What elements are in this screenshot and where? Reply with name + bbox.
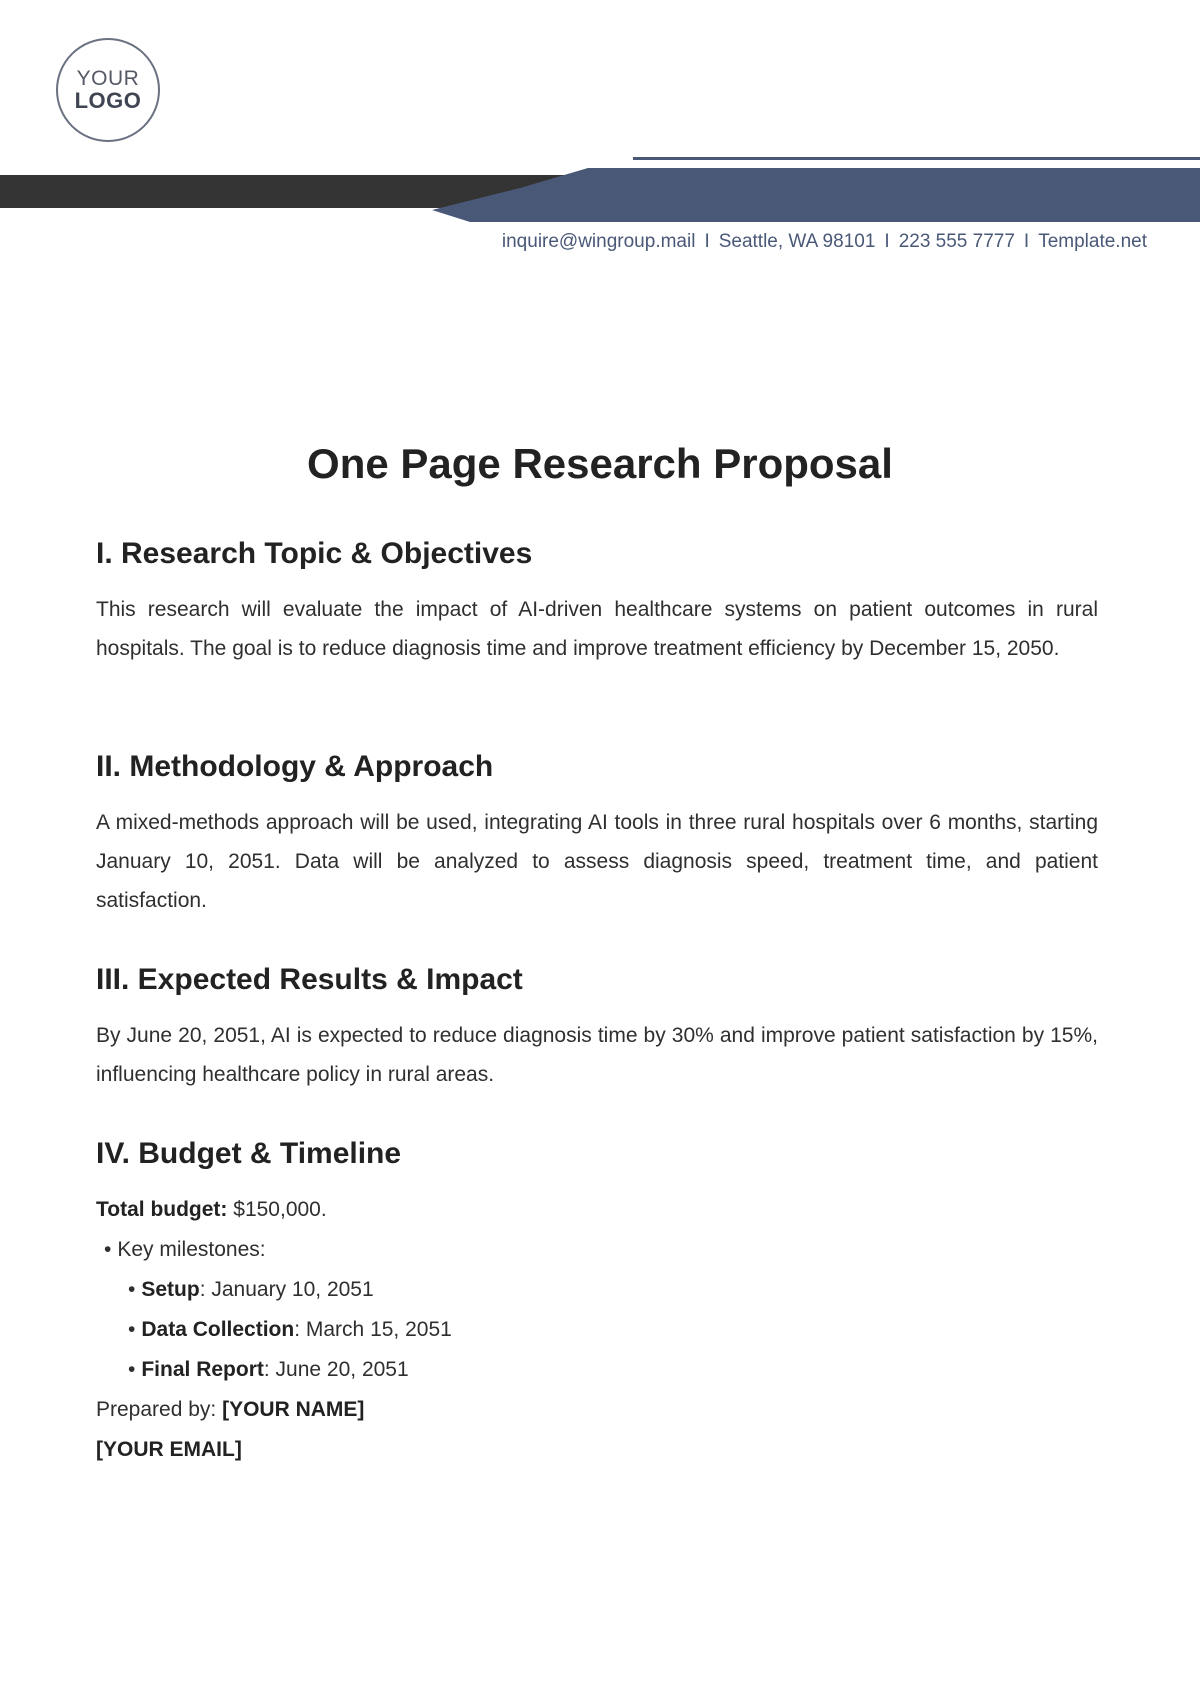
prepared-label: Prepared by: bbox=[96, 1398, 217, 1421]
contact-separator: I bbox=[704, 231, 710, 252]
section-research-topic bbox=[96, 532, 1098, 668]
milestones-label: Key milestones: bbox=[117, 1238, 266, 1261]
milestone-date: : January 10, 2051 bbox=[199, 1278, 374, 1301]
section-heading: III. Expected Results & Impact bbox=[96, 963, 523, 996]
bullet-icon: • bbox=[128, 1278, 136, 1301]
prepared-name: [YOUR NAME] bbox=[222, 1398, 365, 1421]
contact-phone: 223 555 7777 bbox=[898, 231, 1015, 252]
section-budget-timeline bbox=[96, 1132, 1098, 1470]
milestone-name: Final Report bbox=[141, 1358, 264, 1381]
milestone-name: Data Collection bbox=[141, 1318, 295, 1341]
budget-value: $150,000. bbox=[233, 1198, 327, 1221]
contact-website: Template.net bbox=[1038, 231, 1147, 252]
bullet-icon: • bbox=[128, 1318, 136, 1341]
page-title: One Page Research Proposal bbox=[307, 440, 893, 487]
section-methodology bbox=[96, 745, 1098, 920]
contact-line bbox=[502, 231, 1147, 253]
milestone-item bbox=[96, 1310, 1098, 1350]
section-heading: IV. Budget & Timeline bbox=[96, 1137, 402, 1170]
section-heading: II. Methodology & Approach bbox=[96, 750, 494, 783]
section-paragraph: This research will evaluate the impact of AI-driven healthcare systems on patient outcomes in rural hospitals. The goal is to reduce diagnosis time and improve treatment efficiency by December 15, 2050. bbox=[96, 598, 1098, 660]
section-expected-results bbox=[96, 958, 1098, 1094]
milestones-line bbox=[96, 1230, 1098, 1270]
contact-separator: I bbox=[884, 231, 890, 252]
milestone-item bbox=[96, 1350, 1098, 1390]
contact-email: inquire@wingroup.mail bbox=[501, 231, 696, 252]
header-thin-line bbox=[633, 157, 1200, 160]
milestone-date: : March 15, 2051 bbox=[294, 1318, 452, 1341]
section-paragraph: A mixed-methods approach will be used, integrating AI tools in three rural hospitals over 6 months, starting January 10, 2051. Data will be analyzed to assess diagnosis speed, treatment time, and patient satisfaction. bbox=[96, 811, 1098, 912]
contact-separator: I bbox=[1023, 231, 1030, 252]
logo-line-2: LOGO bbox=[74, 88, 142, 113]
logo-line-1: YOUR bbox=[76, 67, 140, 90]
header-banner-graphic bbox=[0, 150, 1200, 230]
prepared-email: [YOUR EMAIL] bbox=[96, 1438, 242, 1461]
logo bbox=[56, 38, 160, 142]
prepared-by-line bbox=[96, 1390, 1098, 1430]
milestone-date: : June 20, 2051 bbox=[263, 1358, 409, 1381]
bullet-icon: • bbox=[104, 1238, 112, 1261]
milestone-name: Setup bbox=[141, 1278, 200, 1301]
contact-address: Seattle, WA 98101 bbox=[718, 231, 876, 252]
milestone-item bbox=[96, 1270, 1098, 1310]
budget-line bbox=[96, 1190, 1098, 1230]
budget-label: Total budget: bbox=[96, 1198, 228, 1221]
section-heading: I. Research Topic & Objectives bbox=[96, 537, 533, 570]
bullet-icon: • bbox=[128, 1358, 136, 1381]
section-paragraph: By June 20, 2051, AI is expected to reduce diagnosis time by 30% and improve patient satisfaction by 15%, influencing healthcare policy in rural areas. bbox=[96, 1024, 1098, 1086]
